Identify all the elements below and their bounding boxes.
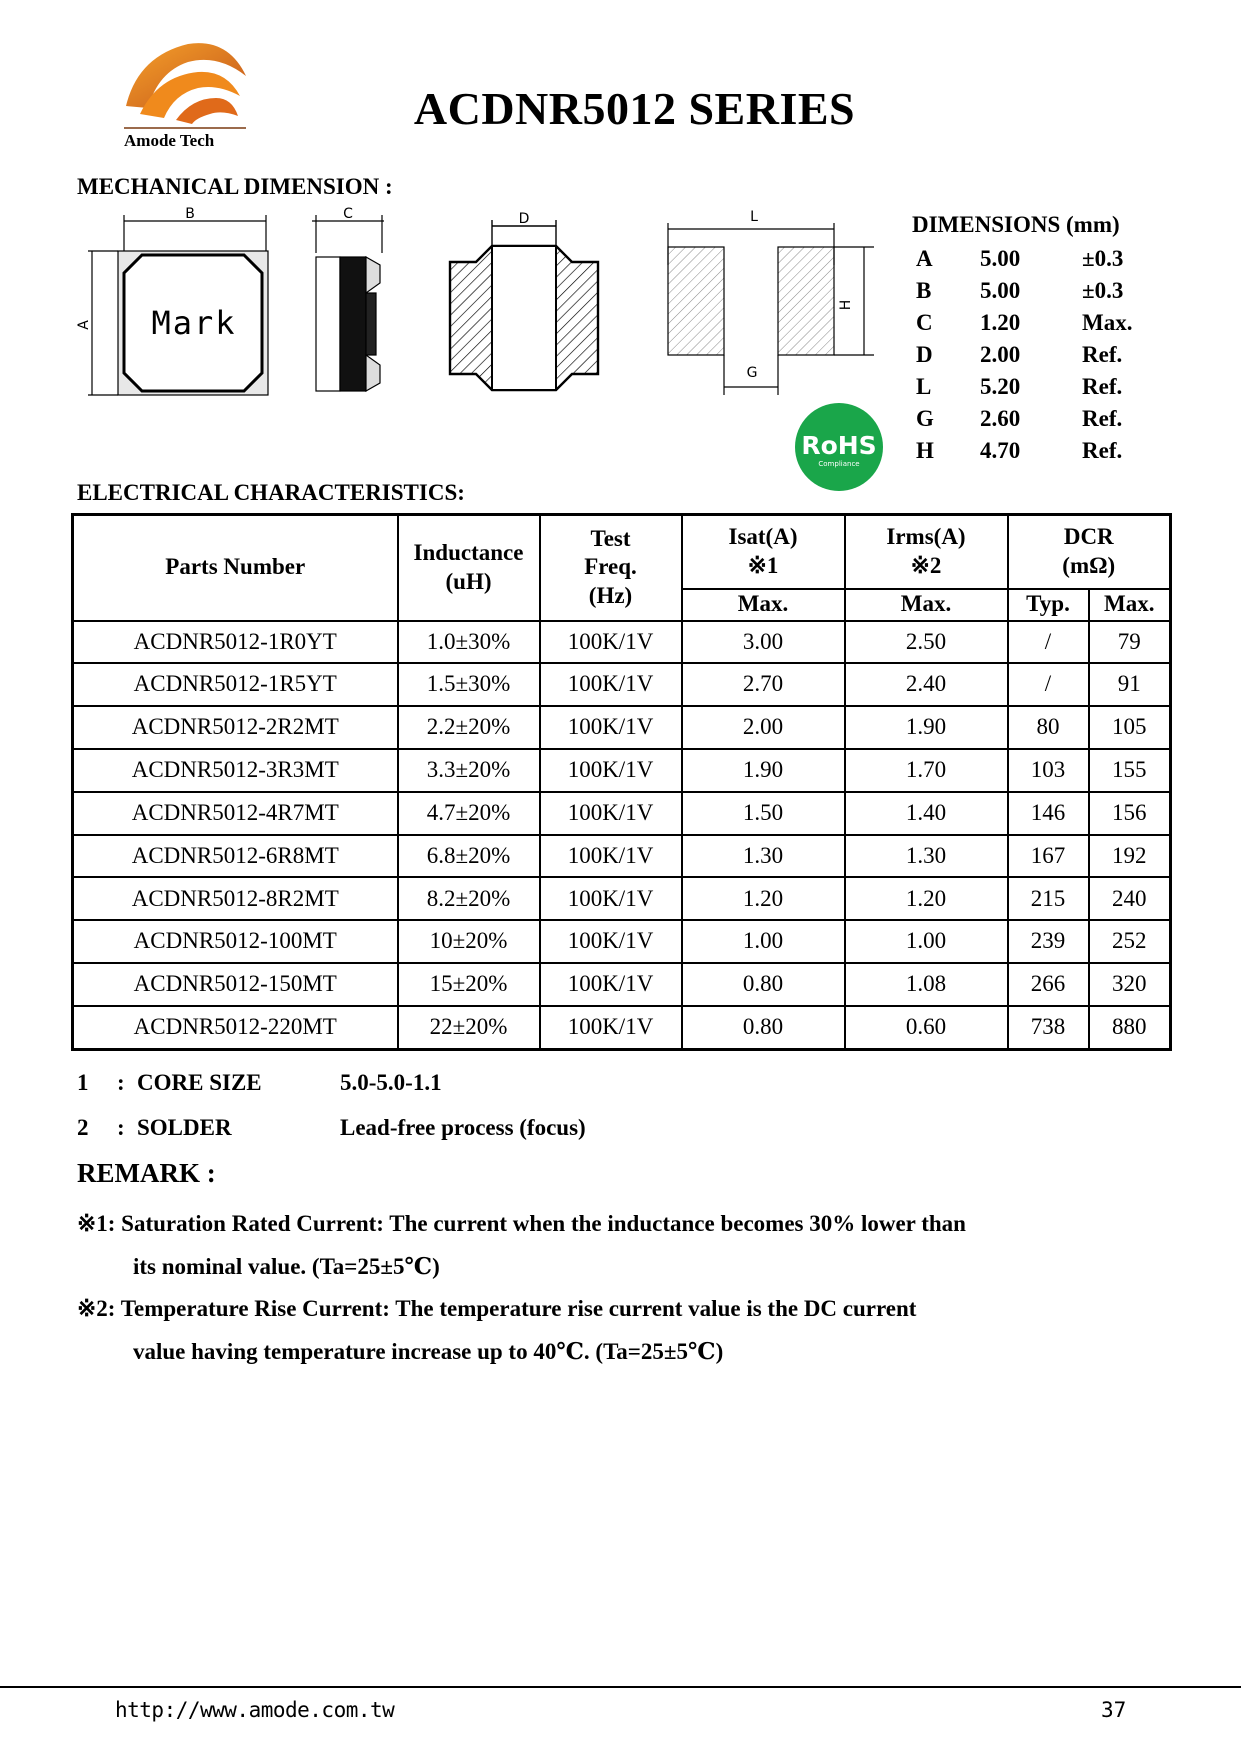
rohs-text: RoHS (801, 431, 877, 460)
table-row (73, 963, 1171, 1006)
header-isat-max: Max. (682, 589, 845, 621)
label-d: D (518, 211, 530, 227)
label-a: A (76, 320, 92, 330)
dcr-typ-cell: 167 (1008, 835, 1089, 878)
dcr-typ-cell: 215 (1008, 877, 1089, 920)
test-freq-cell: 100K/1V (540, 920, 682, 963)
side-view-drawing (310, 203, 390, 403)
inductance-cell: 8.2±20% (398, 877, 540, 920)
inductance-cell: 6.8±20% (398, 835, 540, 878)
remark-heading: REMARK : (77, 1158, 216, 1188)
dimensions-rows (912, 246, 1133, 470)
dimension-letter: H (916, 438, 934, 463)
part-number-cell: ACDNR5012-150MT (73, 963, 398, 1006)
dimension-row (912, 438, 1123, 470)
dimension-row (912, 310, 1133, 342)
inductance-cell: 1.5±30% (398, 663, 540, 706)
note-2-label: SOLDER (137, 1115, 232, 1140)
footer-url-link[interactable]: http://www.amode.com.tw (115, 1698, 395, 1722)
dimension-value: 1.20 (980, 310, 1021, 335)
dcr-max-cell: 252 (1089, 920, 1171, 963)
dimension-letter: L (916, 374, 932, 399)
inductance-cell: 22±20% (398, 1006, 540, 1050)
dcr-typ-cell: 266 (1008, 963, 1089, 1006)
dcr-max-cell: 79 (1089, 621, 1171, 664)
table-row (73, 1006, 1171, 1050)
isat-cell: 1.00 (682, 920, 845, 963)
dimension-note: Ref. (1082, 342, 1123, 367)
page-number: 37 (1101, 1698, 1127, 1722)
dcr-typ-cell: 103 (1008, 749, 1089, 792)
dimension-note: ±0.3 (1082, 246, 1124, 271)
header-isat: Isat(A) ※1 (682, 515, 845, 589)
inductance-cell: 15±20% (398, 963, 540, 1006)
irms-cell: 2.50 (845, 621, 1008, 664)
inductance-cell: 4.7±20% (398, 792, 540, 835)
dcr-max-cell: 91 (1089, 663, 1171, 706)
dimension-letter: C (916, 310, 933, 335)
part-number-cell: ACDNR5012-1R0YT (73, 621, 398, 664)
dcr-max-cell: 155 (1089, 749, 1171, 792)
header-dcr-max: Max. (1089, 589, 1171, 621)
dimension-letter: D (916, 342, 933, 367)
isat-cell: 3.00 (682, 621, 845, 664)
dimension-note: Ref. (1082, 374, 1123, 399)
inductance-cell: 3.3±20% (398, 749, 540, 792)
table-row (73, 706, 1171, 749)
irms-cell: 1.30 (845, 835, 1008, 878)
part-number-cell: ACDNR5012-1R5YT (73, 663, 398, 706)
table-row (73, 792, 1171, 835)
irms-cell: 1.40 (845, 792, 1008, 835)
logo-text: Amode Tech (124, 131, 215, 150)
irms-cell: 1.08 (845, 963, 1008, 1006)
part-number-cell: ACDNR5012-6R8MT (73, 835, 398, 878)
note-1-value: 5.0-5.0-1.1 (340, 1070, 442, 1095)
isat-cell: 2.00 (682, 706, 845, 749)
part-number-cell: ACDNR5012-220MT (73, 1006, 398, 1050)
note-1-label: CORE SIZE (137, 1070, 262, 1095)
isat-cell: 2.70 (682, 663, 845, 706)
dimension-letter: B (916, 278, 932, 303)
label-h: H (838, 299, 854, 311)
land-pattern-drawing (660, 203, 880, 403)
header-part-number: Parts Number (73, 515, 398, 621)
note-2-number: 2 (77, 1115, 89, 1140)
isat-cell: 1.50 (682, 792, 845, 835)
isat-cell: 1.20 (682, 877, 845, 920)
dimension-note: Ref. (1082, 406, 1123, 431)
dcr-typ-cell: 80 (1008, 706, 1089, 749)
dimension-value: 2.60 (980, 406, 1021, 431)
electrical-table (71, 513, 1172, 1051)
page-title: ACDNR5012 SERIES (413, 83, 856, 134)
dcr-max-cell: 320 (1089, 963, 1171, 1006)
dcr-max-cell: 156 (1089, 792, 1171, 835)
irms-cell: 0.60 (845, 1006, 1008, 1050)
dimension-letter: G (916, 406, 934, 431)
table-row (73, 749, 1171, 792)
dimension-value: 2.00 (980, 342, 1021, 367)
test-freq-cell: 100K/1V (540, 835, 682, 878)
header-inductance: Inductance (uH) (398, 515, 540, 621)
isat-cell: 0.80 (682, 963, 845, 1006)
isat-cell: 0.80 (682, 1006, 845, 1050)
header-dcr-typ: Typ. (1008, 589, 1089, 621)
test-freq-cell: 100K/1V (540, 706, 682, 749)
table-row (73, 663, 1171, 706)
remark-2-line-2: value having temperature increase up to 40℃. (Ta=25±5℃) (133, 1339, 724, 1364)
dcr-typ-cell: / (1008, 621, 1089, 664)
label-b: B (185, 206, 195, 222)
dimension-value: 5.20 (980, 374, 1021, 399)
part-number-cell: ACDNR5012-3R3MT (73, 749, 398, 792)
test-freq-cell: 100K/1V (540, 877, 682, 920)
dcr-typ-cell: 146 (1008, 792, 1089, 835)
dimension-value: 5.00 (980, 278, 1021, 303)
table-row (73, 835, 1171, 878)
header-irms-max: Max. (845, 589, 1008, 621)
part-number-cell: ACDNR5012-100MT (73, 920, 398, 963)
dimension-note: Ref. (1082, 438, 1123, 463)
remark-1-line-1: ※1: Saturation Rated Current: The current when the inductance becomes 30% lower than (77, 1211, 966, 1236)
rohs-subtext: Compliance (818, 460, 860, 468)
dimension-row (912, 406, 1123, 438)
part-number-cell: ACDNR5012-2R2MT (73, 706, 398, 749)
header-dcr: DCR (mΩ) (1008, 515, 1171, 589)
table-row (73, 621, 1171, 664)
top-view-drawing (78, 203, 278, 403)
dcr-typ-cell: 738 (1008, 1006, 1089, 1050)
note-1-number: 1 (77, 1070, 89, 1095)
dimension-note: ±0.3 (1082, 278, 1124, 303)
footer-divider (0, 1686, 1241, 1688)
test-freq-cell: 100K/1V (540, 663, 682, 706)
test-freq-cell: 100K/1V (540, 749, 682, 792)
dimensions-table (912, 212, 1133, 470)
dcr-max-cell: 105 (1089, 706, 1171, 749)
inductance-cell: 10±20% (398, 920, 540, 963)
dcr-typ-cell: / (1008, 663, 1089, 706)
test-freq-cell: 100K/1V (540, 963, 682, 1006)
dimension-value: 5.00 (980, 246, 1021, 271)
isat-cell: 1.90 (682, 749, 845, 792)
electrical-heading: ELECTRICAL CHARACTERISTICS: (77, 480, 465, 505)
dimension-note: Max. (1082, 310, 1133, 335)
test-freq-cell: 100K/1V (540, 792, 682, 835)
dimension-letter: A (916, 246, 933, 271)
dcr-max-cell: 192 (1089, 835, 1171, 878)
irms-cell: 1.70 (845, 749, 1008, 792)
inductance-cell: 2.2±20% (398, 706, 540, 749)
dcr-max-cell: 240 (1089, 877, 1171, 920)
note-2-sep: : (117, 1115, 125, 1140)
dimension-row (912, 342, 1123, 374)
remark-1-line-2: its nominal value. (Ta=25±5℃) (133, 1254, 440, 1279)
part-number-cell: ACDNR5012-8R2MT (73, 877, 398, 920)
rohs-badge (794, 402, 884, 492)
note-2-value: Lead-free process (focus) (340, 1115, 586, 1140)
dimensions-title: DIMENSIONS (mm) (912, 212, 1120, 237)
part-number-cell: ACDNR5012-4R7MT (73, 792, 398, 835)
dimension-row (912, 374, 1123, 406)
irms-cell: 2.40 (845, 663, 1008, 706)
electrical-table-body (73, 621, 1171, 1050)
test-freq-cell: 100K/1V (540, 1006, 682, 1050)
label-c: C (343, 206, 353, 222)
table-row (73, 920, 1171, 963)
irms-cell: 1.90 (845, 706, 1008, 749)
dcr-typ-cell: 239 (1008, 920, 1089, 963)
label-g: G (746, 365, 758, 381)
header-test-freq: Test Freq. (Hz) (540, 515, 682, 621)
bottom-view-drawing (446, 206, 606, 396)
note-1-sep: : (117, 1070, 125, 1095)
irms-cell: 1.00 (845, 920, 1008, 963)
dimension-row (912, 278, 1124, 310)
dimension-value: 4.70 (980, 438, 1021, 463)
irms-cell: 1.20 (845, 877, 1008, 920)
label-l: L (750, 209, 758, 225)
dimension-row (912, 246, 1124, 278)
inductance-cell: 1.0±30% (398, 621, 540, 664)
remark-2-line-1: ※2: Temperature Rise Current: The temperature rise current value is the DC current (77, 1296, 917, 1321)
test-freq-cell: 100K/1V (540, 621, 682, 664)
dcr-max-cell: 880 (1089, 1006, 1171, 1050)
header-irms: Irms(A) ※2 (845, 515, 1008, 589)
table-row (73, 877, 1171, 920)
mark-text: Mark (151, 304, 237, 342)
mechanical-heading: MECHANICAL DIMENSION : (77, 174, 393, 199)
isat-cell: 1.30 (682, 835, 845, 878)
